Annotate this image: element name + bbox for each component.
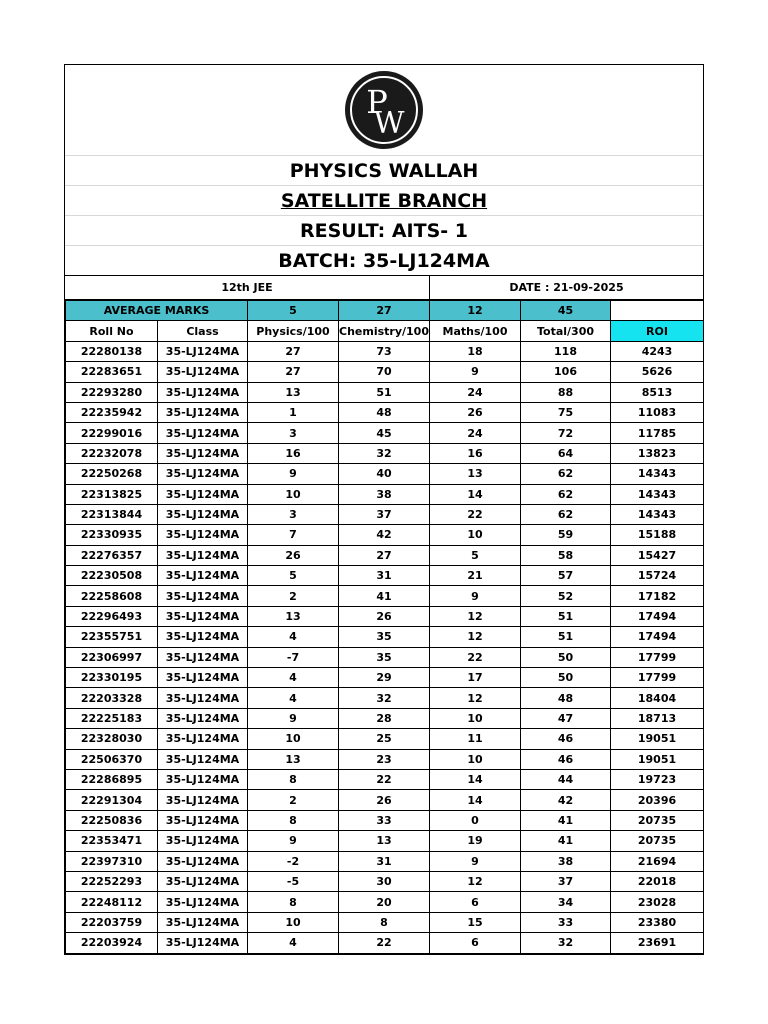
cell-class: 35-LJ124MA [158,402,248,422]
cell-roll-no: 22397310 [66,851,158,871]
col-physics: Physics/100 [248,321,339,341]
cell-physics: 4 [248,688,339,708]
cell-roll-no: 22232078 [66,443,158,463]
cell-roll-no: 22230508 [66,566,158,586]
table-row [66,402,704,422]
cell-roi: 19723 [611,769,704,789]
cell-physics: 9 [248,831,339,851]
cell-total: 72 [521,423,611,443]
cell-total: 75 [521,402,611,422]
cell-class: 35-LJ124MA [158,341,248,361]
col-roi: ROI [611,321,704,341]
cell-class: 35-LJ124MA [158,810,248,830]
cell-roi: 15427 [611,545,704,565]
average-total: 45 [521,301,611,321]
cell-roi: 22018 [611,871,704,891]
cell-chemistry: 33 [339,810,430,830]
cell-roll-no: 22258608 [66,586,158,606]
cell-physics: 9 [248,708,339,728]
cell-total: 38 [521,851,611,871]
svg-text:W: W [373,106,405,141]
cell-maths: 15 [430,912,521,932]
table-row [66,892,704,912]
cell-roi: 20735 [611,831,704,851]
col-total: Total/300 [521,321,611,341]
cell-total: 118 [521,341,611,361]
cell-maths: 22 [430,504,521,524]
cell-physics: 7 [248,525,339,545]
cell-class: 35-LJ124MA [158,443,248,463]
cell-maths: 0 [430,810,521,830]
cell-maths: 9 [430,362,521,382]
cell-chemistry: 37 [339,504,430,524]
cell-roi: 21694 [611,851,704,871]
cell-roll-no: 22328030 [66,729,158,749]
cell-class: 35-LJ124MA [158,545,248,565]
branch-text: SATELLITE BRANCH [280,189,488,212]
cell-physics: 2 [248,790,339,810]
cell-total: 42 [521,790,611,810]
cell-roi: 4243 [611,341,704,361]
table-row [66,933,704,953]
pw-logo [343,69,425,151]
cell-physics: -7 [248,647,339,667]
cell-roll-no: 22293280 [66,382,158,402]
cell-roll-no: 22225183 [66,708,158,728]
table-row [66,464,704,484]
cell-class: 35-LJ124MA [158,831,248,851]
average-chemistry: 27 [339,301,430,321]
cell-maths: 6 [430,892,521,912]
cell-class: 35-LJ124MA [158,566,248,586]
cell-total: 59 [521,525,611,545]
table-row [66,749,704,769]
table-row [66,586,704,606]
cell-roi: 15724 [611,566,704,586]
cell-roi: 19051 [611,749,704,769]
cell-roi: 15188 [611,525,704,545]
table-row [66,831,704,851]
cell-physics: 2 [248,586,339,606]
table-row [66,647,704,667]
average-row [66,301,704,321]
cell-chemistry: 23 [339,749,430,769]
batch-title: BATCH: 35-LJ124MA [65,246,703,276]
cell-total: 51 [521,627,611,647]
cell-chemistry: 22 [339,769,430,789]
cell-class: 35-LJ124MA [158,892,248,912]
col-chemistry: Chemistry/100 [339,321,430,341]
table-row [66,382,704,402]
cell-total: 41 [521,810,611,830]
cell-physics: 8 [248,892,339,912]
cell-chemistry: 40 [339,464,430,484]
cell-chemistry: 26 [339,606,430,626]
branch-title [65,186,703,216]
table-row [66,627,704,647]
cell-class: 35-LJ124MA [158,769,248,789]
cell-class: 35-LJ124MA [158,362,248,382]
cell-chemistry: 73 [339,341,430,361]
cell-total: 32 [521,933,611,953]
cell-class: 35-LJ124MA [158,484,248,504]
cell-total: 50 [521,668,611,688]
cell-maths: 24 [430,423,521,443]
cell-total: 51 [521,606,611,626]
cell-chemistry: 32 [339,443,430,463]
table-row [66,362,704,382]
cell-maths: 9 [430,851,521,871]
cell-roll-no: 22291304 [66,790,158,810]
cell-chemistry: 26 [339,790,430,810]
cell-physics: 26 [248,545,339,565]
cell-roll-no: 22286895 [66,769,158,789]
cell-physics: 27 [248,341,339,361]
cell-roll-no: 22203328 [66,688,158,708]
cell-total: 44 [521,769,611,789]
cell-physics: 3 [248,504,339,524]
cell-maths: 24 [430,382,521,402]
table-row [66,810,704,830]
cell-total: 46 [521,729,611,749]
cell-physics: 10 [248,912,339,932]
cell-chemistry: 20 [339,892,430,912]
cell-roll-no: 22313844 [66,504,158,524]
table-row [66,769,704,789]
cell-maths: 17 [430,668,521,688]
cell-roll-no: 22283651 [66,362,158,382]
cell-total: 88 [521,382,611,402]
cell-class: 35-LJ124MA [158,504,248,524]
cell-roi: 17799 [611,647,704,667]
cell-physics: 8 [248,769,339,789]
cell-physics: -5 [248,871,339,891]
logo-row [65,65,703,156]
table-row [66,729,704,749]
cell-roi: 14343 [611,484,704,504]
cell-physics: 8 [248,810,339,830]
cell-chemistry: 45 [339,423,430,443]
cell-physics: 4 [248,627,339,647]
average-blank [611,301,704,321]
cell-roi: 13823 [611,443,704,463]
average-maths: 12 [430,301,521,321]
result-title: RESULT: AITS- 1 [65,216,703,246]
table-row [66,851,704,871]
cell-total: 34 [521,892,611,912]
cell-roi: 8513 [611,382,704,402]
svg-text:P: P [366,83,388,121]
cell-total: 106 [521,362,611,382]
cell-roll-no: 22299016 [66,423,158,443]
cell-class: 35-LJ124MA [158,525,248,545]
cell-physics: 13 [248,749,339,769]
cell-chemistry: 35 [339,627,430,647]
cell-roll-no: 22235942 [66,402,158,422]
cell-class: 35-LJ124MA [158,627,248,647]
cell-maths: 12 [430,606,521,626]
cell-roi: 19051 [611,729,704,749]
cell-chemistry: 31 [339,566,430,586]
cell-physics: -2 [248,851,339,871]
table-row [66,525,704,545]
cell-maths: 9 [430,586,521,606]
table-row [66,668,704,688]
cell-total: 41 [521,831,611,851]
cell-chemistry: 41 [339,586,430,606]
cell-physics: 4 [248,668,339,688]
cell-total: 37 [521,871,611,891]
cell-roi: 11083 [611,402,704,422]
course-label: 12th JEE [65,276,430,299]
table-row [66,566,704,586]
cell-roll-no: 22355751 [66,627,158,647]
cell-maths: 22 [430,647,521,667]
cell-chemistry: 48 [339,402,430,422]
cell-roll-no: 22203759 [66,912,158,932]
results-table [65,300,704,954]
cell-maths: 12 [430,627,521,647]
cell-total: 64 [521,443,611,463]
org-title: PHYSICS WALLAH [65,156,703,186]
header-row [66,321,704,341]
cell-total: 33 [521,912,611,932]
cell-chemistry: 8 [339,912,430,932]
cell-total: 62 [521,504,611,524]
cell-roi: 17494 [611,627,704,647]
cell-roll-no: 22330935 [66,525,158,545]
cell-chemistry: 32 [339,688,430,708]
cell-roi: 5626 [611,362,704,382]
cell-maths: 19 [430,831,521,851]
cell-class: 35-LJ124MA [158,647,248,667]
cell-class: 35-LJ124MA [158,586,248,606]
cell-roll-no: 22330195 [66,668,158,688]
table-row [66,341,704,361]
cell-total: 47 [521,708,611,728]
info-row [65,276,703,300]
cell-maths: 12 [430,688,521,708]
cell-physics: 27 [248,362,339,382]
cell-roi: 23691 [611,933,704,953]
cell-maths: 18 [430,341,521,361]
cell-chemistry: 51 [339,382,430,402]
cell-class: 35-LJ124MA [158,668,248,688]
cell-class: 35-LJ124MA [158,708,248,728]
col-class: Class [158,321,248,341]
cell-total: 58 [521,545,611,565]
cell-roi: 20396 [611,790,704,810]
cell-physics: 5 [248,566,339,586]
table-row [66,708,704,728]
cell-roll-no: 22276357 [66,545,158,565]
table-row [66,545,704,565]
table-row [66,871,704,891]
cell-maths: 14 [430,769,521,789]
cell-maths: 21 [430,566,521,586]
table-row [66,606,704,626]
cell-maths: 11 [430,729,521,749]
cell-class: 35-LJ124MA [158,382,248,402]
cell-chemistry: 38 [339,484,430,504]
cell-maths: 10 [430,749,521,769]
table-row [66,504,704,524]
cell-chemistry: 42 [339,525,430,545]
cell-roi: 14343 [611,504,704,524]
cell-roi: 23380 [611,912,704,932]
cell-physics: 10 [248,729,339,749]
table-row [66,443,704,463]
cell-roll-no: 22280138 [66,341,158,361]
cell-class: 35-LJ124MA [158,749,248,769]
result-sheet [64,64,704,955]
average-label: AVERAGE MARKS [66,301,248,321]
cell-total: 48 [521,688,611,708]
cell-total: 62 [521,484,611,504]
cell-roll-no: 22313825 [66,484,158,504]
cell-class: 35-LJ124MA [158,933,248,953]
cell-chemistry: 27 [339,545,430,565]
cell-roll-no: 22203924 [66,933,158,953]
cell-total: 50 [521,647,611,667]
cell-roll-no: 22506370 [66,749,158,769]
cell-roi: 17182 [611,586,704,606]
table-row [66,790,704,810]
cell-maths: 14 [430,484,521,504]
cell-roi: 11785 [611,423,704,443]
cell-maths: 13 [430,464,521,484]
cell-class: 35-LJ124MA [158,851,248,871]
cell-maths: 10 [430,525,521,545]
cell-maths: 14 [430,790,521,810]
cell-chemistry: 29 [339,668,430,688]
cell-roi: 18713 [611,708,704,728]
cell-chemistry: 13 [339,831,430,851]
cell-roll-no: 22250836 [66,810,158,830]
cell-chemistry: 30 [339,871,430,891]
cell-total: 52 [521,586,611,606]
cell-roi: 17494 [611,606,704,626]
cell-class: 35-LJ124MA [158,423,248,443]
cell-roi: 17799 [611,668,704,688]
cell-total: 57 [521,566,611,586]
cell-physics: 3 [248,423,339,443]
cell-chemistry: 28 [339,708,430,728]
cell-chemistry: 31 [339,851,430,871]
cell-roll-no: 22250268 [66,464,158,484]
cell-chemistry: 70 [339,362,430,382]
cell-maths: 5 [430,545,521,565]
cell-physics: 16 [248,443,339,463]
cell-physics: 1 [248,402,339,422]
cell-roll-no: 22306997 [66,647,158,667]
cell-physics: 13 [248,382,339,402]
col-maths: Maths/100 [430,321,521,341]
cell-maths: 6 [430,933,521,953]
cell-physics: 13 [248,606,339,626]
cell-chemistry: 25 [339,729,430,749]
cell-class: 35-LJ124MA [158,912,248,932]
date-label: DATE : 21-09-2025 [509,281,624,294]
cell-roll-no: 22296493 [66,606,158,626]
cell-physics: 9 [248,464,339,484]
cell-chemistry: 22 [339,933,430,953]
cell-class: 35-LJ124MA [158,729,248,749]
col-roll: Roll No [66,321,158,341]
cell-class: 35-LJ124MA [158,790,248,810]
cell-maths: 10 [430,708,521,728]
cell-roi: 20735 [611,810,704,830]
table-row [66,912,704,932]
cell-roi: 18404 [611,688,704,708]
cell-roi: 23028 [611,892,704,912]
table-row [66,423,704,443]
cell-class: 35-LJ124MA [158,688,248,708]
table-row [66,484,704,504]
cell-roll-no: 22252293 [66,871,158,891]
cell-total: 62 [521,464,611,484]
table-row [66,688,704,708]
cell-class: 35-LJ124MA [158,464,248,484]
cell-roll-no: 22353471 [66,831,158,851]
cell-maths: 12 [430,871,521,891]
cell-maths: 16 [430,443,521,463]
cell-class: 35-LJ124MA [158,871,248,891]
cell-class: 35-LJ124MA [158,606,248,626]
cell-roi: 14343 [611,464,704,484]
cell-roll-no: 22248112 [66,892,158,912]
cell-total: 46 [521,749,611,769]
cell-physics: 4 [248,933,339,953]
cell-chemistry: 35 [339,647,430,667]
cell-physics: 10 [248,484,339,504]
average-physics: 5 [248,301,339,321]
cell-maths: 26 [430,402,521,422]
